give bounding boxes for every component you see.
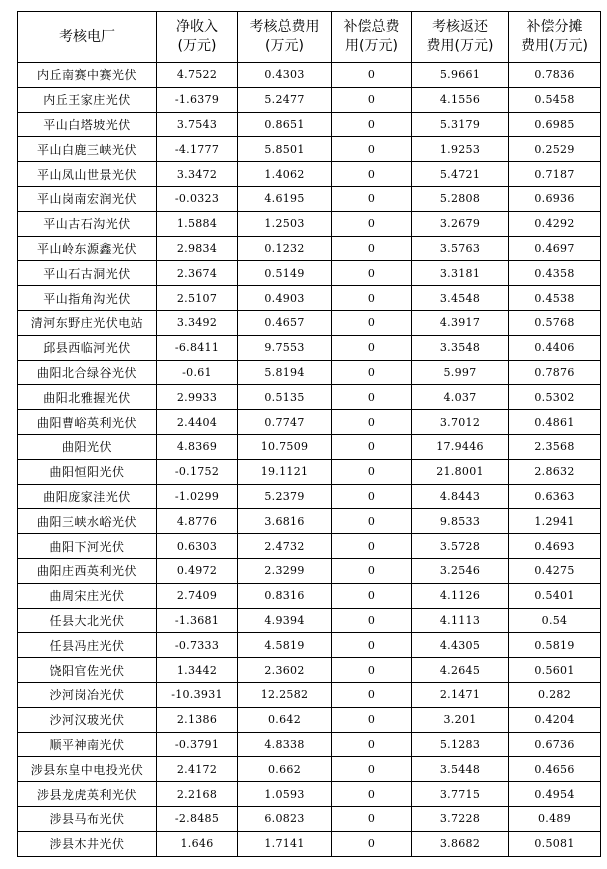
cell-assessment-refund: 3.2546	[412, 558, 509, 583]
header-assessment-refund: 考核返还 费用(万元)	[412, 12, 509, 63]
cell-assessment-fee: 5.2379	[238, 484, 332, 509]
cell-compensation-share: 0.5819	[509, 633, 601, 658]
cell-compensation-fee: 0	[332, 434, 412, 459]
header-assessment-fee: 考核总费用 (万元)	[238, 12, 332, 63]
header-net-income: 净收入 (万元)	[157, 12, 238, 63]
cell-assessment-refund: 4.8443	[412, 484, 509, 509]
cell-assessment-refund: 5.997	[412, 360, 509, 385]
cell-compensation-fee: 0	[332, 658, 412, 683]
cell-compensation-fee: 0	[332, 286, 412, 311]
cell-compensation-share: 0.5302	[509, 385, 601, 410]
cell-compensation-share: 0.2529	[509, 137, 601, 162]
header-compensation-fee: 补偿总费 用(万元)	[332, 12, 412, 63]
cell-compensation-fee: 0	[332, 534, 412, 559]
cell-assessment-refund: 9.8533	[412, 509, 509, 534]
cell-plant-name: 平山岭东源鑫光伏	[18, 236, 157, 261]
cell-assessment-fee: 9.7553	[238, 335, 332, 360]
cell-assessment-refund: 3.7228	[412, 806, 509, 831]
cell-net-income: 2.5107	[157, 286, 238, 311]
cell-compensation-share: 0.4697	[509, 236, 601, 261]
cell-compensation-share: 0.7187	[509, 162, 601, 187]
table-row	[18, 137, 601, 162]
cell-plant-name: 平山古石沟光伏	[18, 211, 157, 236]
cell-assessment-refund: 3.4548	[412, 286, 509, 311]
table-body	[18, 63, 601, 857]
cell-assessment-fee: 0.7747	[238, 410, 332, 435]
cell-assessment-refund: 4.3917	[412, 310, 509, 335]
cell-net-income: -1.6379	[157, 87, 238, 112]
table-row	[18, 162, 601, 187]
cell-assessment-refund: 5.9661	[412, 63, 509, 88]
table-row	[18, 112, 601, 137]
cell-net-income: -0.3791	[157, 732, 238, 757]
cell-compensation-fee: 0	[332, 261, 412, 286]
cell-assessment-fee: 1.0593	[238, 782, 332, 807]
cell-plant-name: 邱县西临河光伏	[18, 335, 157, 360]
cell-assessment-fee: 2.3299	[238, 558, 332, 583]
cell-assessment-refund: 3.7715	[412, 782, 509, 807]
table-row	[18, 310, 601, 335]
cell-compensation-share: 0.5401	[509, 583, 601, 608]
cell-assessment-fee: 5.8501	[238, 137, 332, 162]
cell-assessment-refund: 5.2808	[412, 186, 509, 211]
cell-assessment-fee: 5.2477	[238, 87, 332, 112]
cell-compensation-share: 0.5081	[509, 831, 601, 856]
cell-net-income: 0.6303	[157, 534, 238, 559]
cell-net-income: 2.3674	[157, 261, 238, 286]
cell-assessment-refund: 2.1471	[412, 682, 509, 707]
table-row	[18, 509, 601, 534]
settlement-table	[17, 11, 601, 857]
cell-assessment-refund: 17.9446	[412, 434, 509, 459]
cell-plant-name: 平山白塔坡光伏	[18, 112, 157, 137]
cell-compensation-share: 0.4358	[509, 261, 601, 286]
table-row	[18, 87, 601, 112]
cell-assessment-fee: 2.4732	[238, 534, 332, 559]
cell-assessment-fee: 0.4657	[238, 310, 332, 335]
cell-net-income: -0.61	[157, 360, 238, 385]
cell-compensation-fee: 0	[332, 310, 412, 335]
cell-plant-name: 曲阳庞家洼光伏	[18, 484, 157, 509]
cell-compensation-fee: 0	[332, 63, 412, 88]
cell-compensation-share: 0.4204	[509, 707, 601, 732]
cell-plant-name: 饶阳官佐光伏	[18, 658, 157, 683]
table-row	[18, 434, 601, 459]
table-row	[18, 385, 601, 410]
cell-compensation-share: 0.6985	[509, 112, 601, 137]
cell-compensation-fee: 0	[332, 236, 412, 261]
table-row	[18, 831, 601, 856]
cell-assessment-refund: 3.5728	[412, 534, 509, 559]
table-row	[18, 707, 601, 732]
cell-assessment-fee: 0.5149	[238, 261, 332, 286]
cell-assessment-fee: 4.9394	[238, 608, 332, 633]
cell-compensation-fee: 0	[332, 87, 412, 112]
cell-assessment-refund: 3.7012	[412, 410, 509, 435]
table-row	[18, 782, 601, 807]
cell-net-income: 2.9933	[157, 385, 238, 410]
cell-compensation-share: 0.6936	[509, 186, 601, 211]
cell-assessment-fee: 0.4903	[238, 286, 332, 311]
cell-compensation-fee: 0	[332, 509, 412, 534]
cell-plant-name: 清河东野庄光伏电站	[18, 310, 157, 335]
cell-net-income: 2.7409	[157, 583, 238, 608]
cell-compensation-fee: 0	[332, 335, 412, 360]
cell-compensation-fee: 0	[332, 410, 412, 435]
cell-assessment-fee: 0.662	[238, 757, 332, 782]
cell-assessment-refund: 4.1556	[412, 87, 509, 112]
cell-compensation-share: 0.6363	[509, 484, 601, 509]
cell-plant-name: 曲阳庄西英利光伏	[18, 558, 157, 583]
cell-net-income: 2.4404	[157, 410, 238, 435]
cell-compensation-fee: 0	[332, 385, 412, 410]
cell-assessment-refund: 3.5448	[412, 757, 509, 782]
cell-plant-name: 涉县马布光伏	[18, 806, 157, 831]
table-row	[18, 211, 601, 236]
table-row	[18, 236, 601, 261]
cell-compensation-share: 0.4275	[509, 558, 601, 583]
cell-assessment-refund: 3.3181	[412, 261, 509, 286]
cell-plant-name: 曲阳北雅握光伏	[18, 385, 157, 410]
cell-compensation-fee: 0	[332, 112, 412, 137]
cell-assessment-refund: 3.3548	[412, 335, 509, 360]
cell-assessment-fee: 1.4062	[238, 162, 332, 187]
table-header	[18, 12, 601, 63]
cell-assessment-refund: 4.1126	[412, 583, 509, 608]
cell-compensation-fee: 0	[332, 360, 412, 385]
cell-compensation-fee: 0	[332, 608, 412, 633]
cell-compensation-fee: 0	[332, 137, 412, 162]
cell-net-income: 1.646	[157, 831, 238, 856]
cell-assessment-fee: 0.8316	[238, 583, 332, 608]
cell-compensation-fee: 0	[332, 459, 412, 484]
cell-compensation-share: 0.489	[509, 806, 601, 831]
cell-compensation-fee: 0	[332, 707, 412, 732]
cell-compensation-fee: 0	[332, 162, 412, 187]
cell-assessment-refund: 3.201	[412, 707, 509, 732]
cell-net-income: -10.3931	[157, 682, 238, 707]
table-row	[18, 186, 601, 211]
cell-compensation-share: 0.7876	[509, 360, 601, 385]
cell-compensation-share: 0.5768	[509, 310, 601, 335]
cell-net-income: 1.3442	[157, 658, 238, 683]
cell-compensation-fee: 0	[332, 186, 412, 211]
cell-plant-name: 内丘王家庄光伏	[18, 87, 157, 112]
cell-assessment-fee: 0.8651	[238, 112, 332, 137]
cell-assessment-fee: 10.7509	[238, 434, 332, 459]
cell-assessment-refund: 4.2645	[412, 658, 509, 683]
cell-assessment-refund: 4.037	[412, 385, 509, 410]
table-row	[18, 459, 601, 484]
cell-plant-name: 顺平神南光伏	[18, 732, 157, 757]
table-row	[18, 534, 601, 559]
cell-compensation-share: 0.4292	[509, 211, 601, 236]
table-row	[18, 682, 601, 707]
cell-plant-name: 曲阳北合绿谷光伏	[18, 360, 157, 385]
table-row	[18, 583, 601, 608]
cell-assessment-refund: 21.8001	[412, 459, 509, 484]
cell-assessment-fee: 0.4303	[238, 63, 332, 88]
cell-net-income: 3.3472	[157, 162, 238, 187]
cell-net-income: 4.8776	[157, 509, 238, 534]
cell-compensation-share: 0.4538	[509, 286, 601, 311]
cell-net-income: -1.0299	[157, 484, 238, 509]
cell-plant-name: 任县大北光伏	[18, 608, 157, 633]
header-row	[18, 12, 601, 63]
cell-plant-name: 涉县东皇中电投光伏	[18, 757, 157, 782]
cell-assessment-fee: 1.7141	[238, 831, 332, 856]
cell-plant-name: 平山指角沟光伏	[18, 286, 157, 311]
cell-compensation-fee: 0	[332, 782, 412, 807]
cell-assessment-fee: 4.6195	[238, 186, 332, 211]
cell-assessment-fee: 6.0823	[238, 806, 332, 831]
cell-plant-name: 曲阳光伏	[18, 434, 157, 459]
cell-compensation-share: 0.4954	[509, 782, 601, 807]
cell-assessment-fee: 0.642	[238, 707, 332, 732]
cell-net-income: -0.1752	[157, 459, 238, 484]
cell-plant-name: 曲阳下河光伏	[18, 534, 157, 559]
cell-net-income: 4.8369	[157, 434, 238, 459]
cell-compensation-share: 2.3568	[509, 434, 601, 459]
cell-net-income: -2.8485	[157, 806, 238, 831]
cell-compensation-fee: 0	[332, 806, 412, 831]
cell-net-income: 0.4972	[157, 558, 238, 583]
cell-net-income: -0.0323	[157, 186, 238, 211]
cell-compensation-share: 0.6736	[509, 732, 601, 757]
cell-plant-name: 任县冯庄光伏	[18, 633, 157, 658]
cell-assessment-refund: 4.4305	[412, 633, 509, 658]
table-row	[18, 608, 601, 633]
table-row	[18, 360, 601, 385]
cell-plant-name: 平山凤山世景光伏	[18, 162, 157, 187]
cell-compensation-share: 0.4656	[509, 757, 601, 782]
table-row	[18, 286, 601, 311]
cell-net-income: 1.5884	[157, 211, 238, 236]
cell-compensation-share: 0.54	[509, 608, 601, 633]
table-row	[18, 335, 601, 360]
cell-plant-name: 沙河岗冶光伏	[18, 682, 157, 707]
cell-compensation-fee: 0	[332, 558, 412, 583]
cell-assessment-fee: 5.8194	[238, 360, 332, 385]
cell-plant-name: 曲阳恒阳光伏	[18, 459, 157, 484]
cell-assessment-refund: 3.8682	[412, 831, 509, 856]
cell-assessment-refund: 5.1283	[412, 732, 509, 757]
cell-assessment-fee: 1.2503	[238, 211, 332, 236]
cell-plant-name: 涉县龙虎英利光伏	[18, 782, 157, 807]
cell-plant-name: 曲阳曹峪英利光伏	[18, 410, 157, 435]
cell-assessment-fee: 0.1232	[238, 236, 332, 261]
cell-assessment-fee: 19.1121	[238, 459, 332, 484]
cell-compensation-fee: 0	[332, 732, 412, 757]
cell-net-income: -6.8411	[157, 335, 238, 360]
cell-compensation-share: 0.7836	[509, 63, 601, 88]
cell-plant-name: 内丘南赛中赛光伏	[18, 63, 157, 88]
cell-compensation-fee: 0	[332, 484, 412, 509]
cell-assessment-refund: 5.4721	[412, 162, 509, 187]
cell-plant-name: 曲周宋庄光伏	[18, 583, 157, 608]
cell-compensation-fee: 0	[332, 831, 412, 856]
cell-net-income: 4.7522	[157, 63, 238, 88]
cell-plant-name: 曲阳三峡水峪光伏	[18, 509, 157, 534]
cell-assessment-refund: 3.2679	[412, 211, 509, 236]
cell-net-income: 3.3492	[157, 310, 238, 335]
cell-compensation-share: 0.4406	[509, 335, 601, 360]
cell-compensation-fee: 0	[332, 211, 412, 236]
cell-assessment-refund: 3.5763	[412, 236, 509, 261]
table-row	[18, 410, 601, 435]
cell-compensation-share: 0.4861	[509, 410, 601, 435]
table-row	[18, 558, 601, 583]
table-row	[18, 658, 601, 683]
cell-compensation-share: 0.5601	[509, 658, 601, 683]
table-row	[18, 757, 601, 782]
cell-compensation-share: 1.2941	[509, 509, 601, 534]
cell-plant-name: 平山石古洞光伏	[18, 261, 157, 286]
cell-net-income: -4.1777	[157, 137, 238, 162]
cell-net-income: -1.3681	[157, 608, 238, 633]
cell-plant-name: 沙河汉玻光伏	[18, 707, 157, 732]
cell-compensation-fee: 0	[332, 633, 412, 658]
header-compensation-share: 补偿分摊 费用(万元)	[509, 12, 601, 63]
cell-compensation-share: 0.282	[509, 682, 601, 707]
cell-plant-name: 涉县木井光伏	[18, 831, 157, 856]
cell-compensation-fee: 0	[332, 757, 412, 782]
cell-assessment-fee: 2.3602	[238, 658, 332, 683]
cell-net-income: 2.9834	[157, 236, 238, 261]
cell-assessment-refund: 4.1113	[412, 608, 509, 633]
cell-net-income: 2.2168	[157, 782, 238, 807]
table-row	[18, 806, 601, 831]
header-plant: 考核电厂	[18, 12, 157, 63]
cell-plant-name: 平山白鹿三峡光伏	[18, 137, 157, 162]
cell-assessment-refund: 1.9253	[412, 137, 509, 162]
cell-plant-name: 平山岗南宏润光伏	[18, 186, 157, 211]
cell-compensation-share: 0.5458	[509, 87, 601, 112]
cell-assessment-fee: 0.5135	[238, 385, 332, 410]
cell-assessment-fee: 3.6816	[238, 509, 332, 534]
table-row	[18, 732, 601, 757]
cell-assessment-fee: 12.2582	[238, 682, 332, 707]
cell-compensation-fee: 0	[332, 583, 412, 608]
cell-assessment-refund: 5.3179	[412, 112, 509, 137]
cell-compensation-share: 2.8632	[509, 459, 601, 484]
cell-assessment-fee: 4.8338	[238, 732, 332, 757]
table-row	[18, 484, 601, 509]
table-row	[18, 63, 601, 88]
cell-assessment-fee: 4.5819	[238, 633, 332, 658]
cell-net-income: 2.4172	[157, 757, 238, 782]
cell-net-income: -0.7333	[157, 633, 238, 658]
cell-compensation-share: 0.4693	[509, 534, 601, 559]
cell-compensation-fee: 0	[332, 682, 412, 707]
table-row	[18, 633, 601, 658]
cell-net-income: 3.7543	[157, 112, 238, 137]
cell-net-income: 2.1386	[157, 707, 238, 732]
table-row	[18, 261, 601, 286]
